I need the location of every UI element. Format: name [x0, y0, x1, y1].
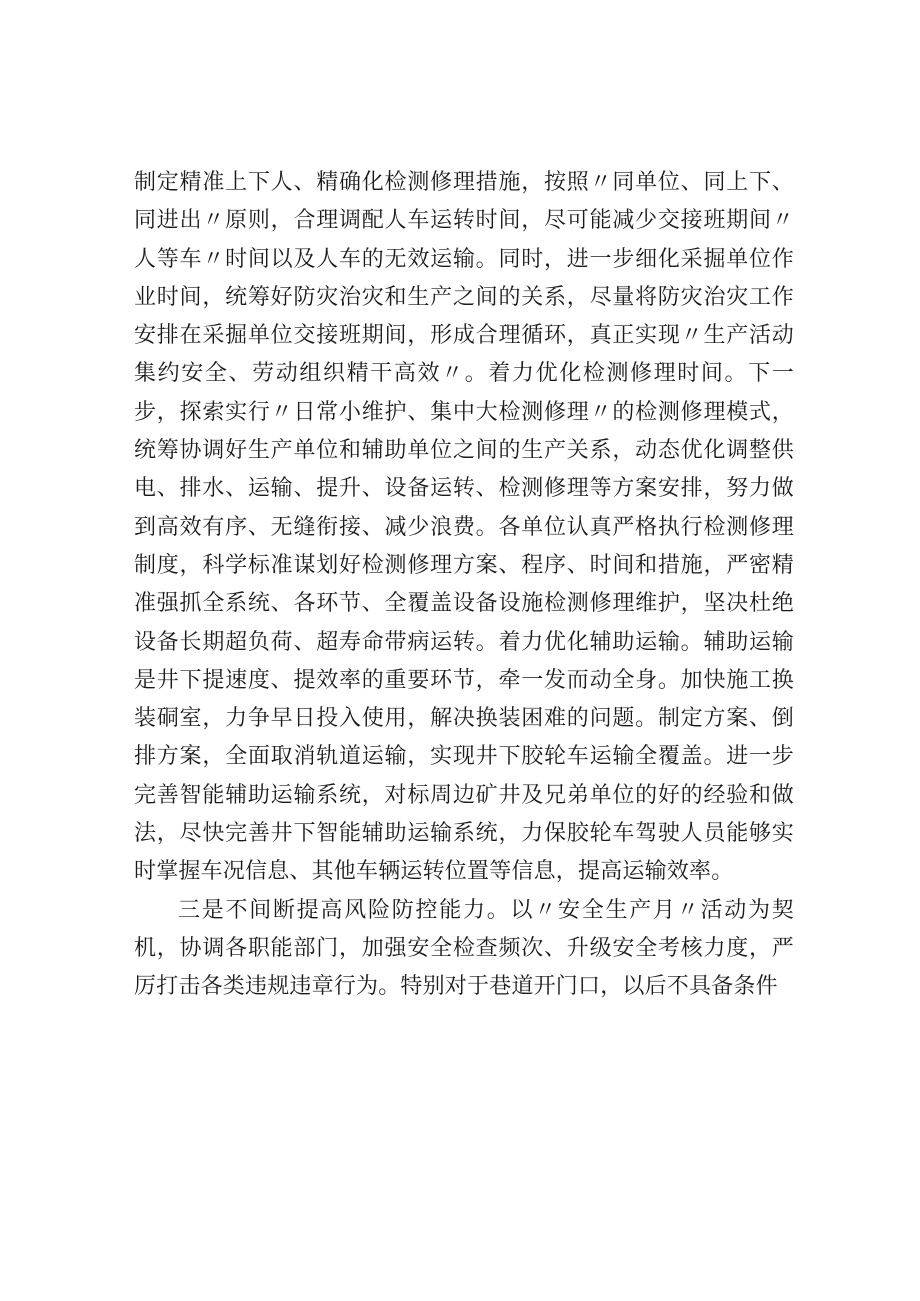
- paragraph-2: 三是不间断提高风险防控能力。以〃安全生产月〃活动为契机，协调各职能部门，加强安全检查频次、升级安全考核力度，严厉打击各类违规违章行为。特别对于巷道开门口，以后不具备条件: [134, 897, 794, 1000]
- paragraph-1: 制定精准上下人、精确化检测修理措施，按照〃同单位、同上下、同进出〃原则，合理调配人车运转时间，尽可能减少交接班期间〃人等车〃时间以及人车的无效运输。同时，进一步细化采掘单位作业时间，统筹好防灾治灾和生产之间的关系，尽量将防灾治灾工作安排在采掘单位交接班期间，形成合理循环，真正实现〃生产活动集约安全、劳动组织精干高效〃。着力优化检测修理时间。下一步，探索实行〃日常小维护、集中大检测修理〃的检测修理模式，统筹协调好生产单位和辅助单位之间的生产关系，动态优化调整供电、排水、运输、提升、设备运转、检测修理等方案安排，努力做到高效有序、无缝衔接、减少浪费。各单位认真严格执行检测修理制度，科学标准谋划好检测修理方案、程序、时间和措施，严密精准强抓全系统、各环节、全覆盖设备设施检测修理维护，坚决杜绝设备长期超负荷、超寿命带病运转。着力优化辅助运输。辅助运输是井下提速度、提效率的重要环节，牵一发而动全身。加快施工换装硐室，力争早日投入使用，解决换装困难的问题。制定方案、倒排方案，全面取消轨道运输，实现井下胶轮车运输全覆盖。进一步完善智能辅助运输系统，对标周边矿井及兄弟单位的好的经验和做法，尽快完善井下智能辅助运输系统，力保胶轮车驾驶人员能够实时掌握车况信息、其他车辆运转位置等信息，提高运输效率。: [134, 170, 794, 885]
- body-text: [134, 164, 794, 1007]
